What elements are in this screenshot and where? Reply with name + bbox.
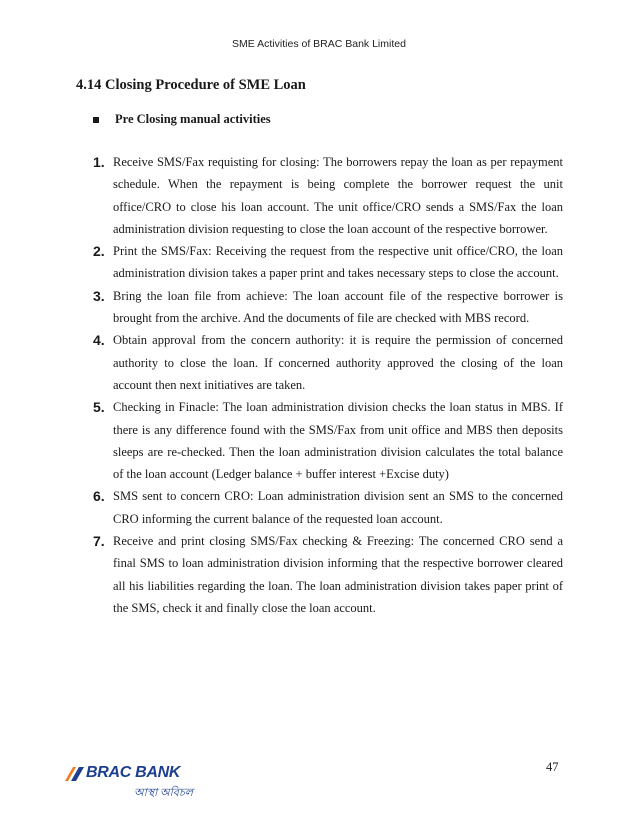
list-item [93,530,563,619]
step-text: Bring the loan file from achieve: The loan account file of the respective borrower is brought from the archive. And the documents of file are checked with MBS record. [113,288,563,326]
page-number: 47 [546,760,559,774]
section-title: 4.14 Closing Procedure of SME Loan [76,77,306,93]
logo-wordmark: BRAC BANK [86,764,181,781]
step-number: 7. [93,533,105,550]
step-text: SMS sent to concern CRO: Loan administration division sent an SMS to the concerned CRO informing the current balance of the requested loan account. [113,489,563,526]
step-number: 6. [93,488,105,505]
subheading: Pre Closing manual activities [115,112,271,126]
step-number: 5. [93,399,105,416]
procedure-steps [93,151,563,619]
step-text: Print the SMS/Fax: Receiving the request from the respective unit office/CRO, the loan administration division takes a paper print and takes necessary steps to close the account. [113,244,563,281]
step-text: Checking in Finacle: The loan administration division checks the loan status in MBS. If there is any difference found with the SMS/Fax from unit office and MBS then deposits sleeps are re-checked. Then the loan administration division calculates the total balance of the loan account (Ledger balance + buffer interest +Excise duty) [113,400,563,482]
step-text: Obtain approval from the concern authority: it is require the permission of concerned authority to close the loan. If concerned authority approved the closing of the loan account then next initiatives are taken. [113,333,563,392]
list-item [93,285,563,330]
list-item [93,485,563,530]
logo-tagline: আস্থা অবিচল [134,787,193,799]
step-number: 3. [93,287,105,304]
step-text: Receive and print closing SMS/Fax checking & Freezing: The concerned CRO send a final SMS to loan administration division informing that the respective borrower cleared all his liabilities regarding the loan. The loan administration division takes paper print of the SMS, check it and finally close the loan account. [113,534,563,615]
list-item [93,396,563,485]
list-item [93,240,563,285]
step-number: 4. [93,332,105,349]
list-item [93,151,563,240]
step-number: 1. [93,154,105,170]
step-text: Receive SMS/Fax requisting for closing: The borrowers repay the loan as per repayment schedule. When the repayment is being complete the borrower request the unit office/CRO to close his loan account. The unit office/CRO sends a SMS/Fax the loan administration division requesting to close the loan account of the respective borrower. [113,155,563,236]
step-number: 2. [93,243,105,260]
subheading-row [93,112,271,127]
brac-bank-logo [64,764,204,808]
running-header: SME Activities of BRAC Bank Limited [232,38,406,50]
list-item [93,329,563,396]
logo-mark-icon [64,765,86,783]
square-bullet-icon [93,117,99,123]
